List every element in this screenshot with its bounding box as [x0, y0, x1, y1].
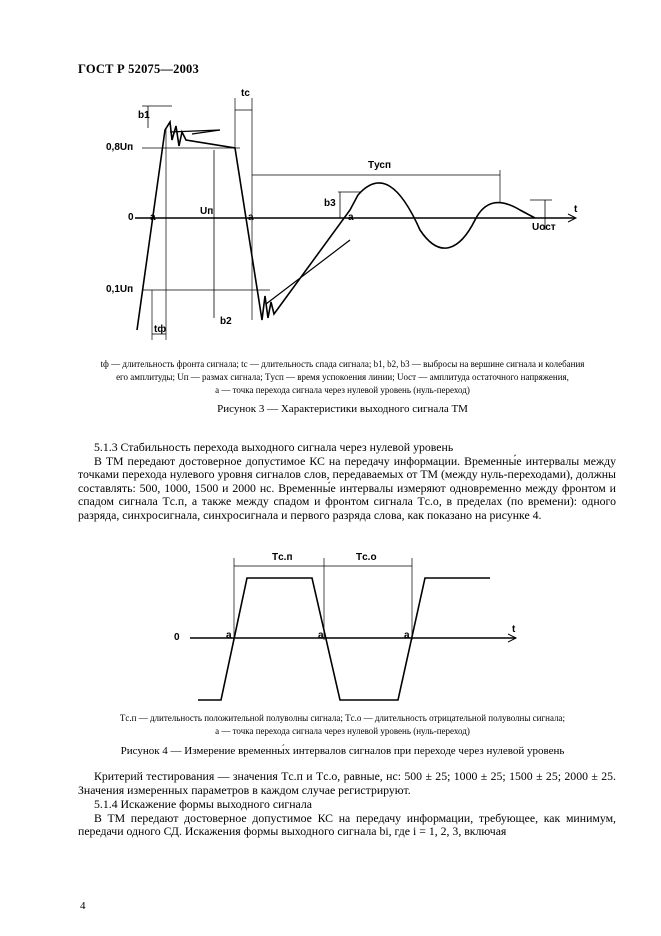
- label-fig4-point-a-1: а: [226, 630, 232, 641]
- label-axis-t: t: [574, 204, 578, 215]
- legend-line: а — точка перехода сигнала через нулевой уровень (нуль-переход): [215, 385, 470, 395]
- label-t-pos: Tс.п: [272, 552, 293, 563]
- label-amplitude: Uп: [200, 206, 214, 217]
- figure-4-legend: [70, 712, 615, 738]
- label-point-a-3: а: [348, 212, 354, 223]
- label-point-a-2: а: [248, 212, 254, 223]
- label-fig4-point-a-2: а: [318, 630, 324, 641]
- label-b1: b1: [138, 110, 150, 121]
- label-level-zero: 0: [128, 212, 134, 223]
- legend-line: tф — длительность фронта сигнала; tс — длительность спада сигнала; b1, b2, b3 — выбросы на вершине сигнала и колебания: [100, 359, 585, 369]
- figure-3-caption: Рисунок 3 — Характеристики выходного сигнала ТМ: [217, 403, 468, 415]
- section-513-paragraph: В ТМ передают достоверное допустимое КС на передачу информации. Временны́е интервалы между точками перехода нулевого уровня сигналов слов, передаваемых от ТМ (между нуль-переходами), должны составлять: 500, 1000, 1500 и 2000 нс. Временны́е интервалы измеряют одновременно между фронтом и спадом сигнала Tс.п, а также между спадом и фронтом сигнала Tс.о, в пределах (по времени): одного разряда, синхросигнала, синхросигнала и первого разряда слова, как показано на рисунке 4.: [78, 453, 616, 522]
- label-fig4-zero: 0: [174, 632, 180, 643]
- label-level-low: 0,1Uп: [106, 284, 134, 295]
- label-tf: tф: [154, 324, 167, 335]
- label-residual: Uост: [532, 222, 556, 233]
- legend-line: а — точка перехода сигнала через нулевой уровень (нуль-переход): [215, 726, 470, 736]
- criterion-paragraph: Критерий тестирования — значения Tс.п и Tс.о, равные, нс: 500 ± 25; 1000 ± 25; 1500 ± 25; 2000 ± 25. Значения измеренных параметров в каждом случае регистрируют.: [78, 769, 616, 797]
- label-point-a-1: а: [150, 212, 156, 223]
- label-fig4-point-a-3: а: [404, 630, 410, 641]
- label-ts: tс: [241, 88, 250, 99]
- label-t-neg: Tс.о: [356, 552, 377, 563]
- legend-line: его амплитуды; Uп — размах сигнала; Tусп — время успокоения линии; Uост — амплитуда остаточного напряжения,: [116, 372, 569, 382]
- criterion: [78, 770, 616, 797]
- legend-line: Tс.п — длительность положительной полуволны сигнала; Tс.о — длительность отрицательной полуволны сигнала;: [119, 713, 566, 723]
- fig4-signal-waveform: [198, 578, 490, 700]
- section-514-heading: 5.1.4 Искажение формы выходного сигнала: [94, 797, 313, 811]
- label-b3: b3: [324, 198, 336, 209]
- figure-4-caption: Рисунок 4 — Измерение временны́х интервалов сигналов при переходе через нулевой уровень: [120, 745, 565, 757]
- label-fig4-axis-t: t: [512, 624, 516, 635]
- section-513-heading: 5.1.3 Стабильность перехода выходного сигнала через нулевой уровень: [94, 440, 454, 454]
- section-514: [78, 798, 616, 839]
- section-514-paragraph: В ТМ передают достоверное допустимое КС на передачу информации, требующее, как минимум, передачи одного СД. Искажения формы выходного сигнала bi, где i = 1, 2, 3, включая: [78, 810, 616, 839]
- document-header: ГОСТ Р 52075—2003: [78, 62, 199, 76]
- page-number: 4: [80, 900, 86, 912]
- label-settle: Tусп: [368, 160, 392, 171]
- label-b2: b2: [220, 316, 232, 327]
- label-level-high: 0,8Uп: [106, 142, 134, 153]
